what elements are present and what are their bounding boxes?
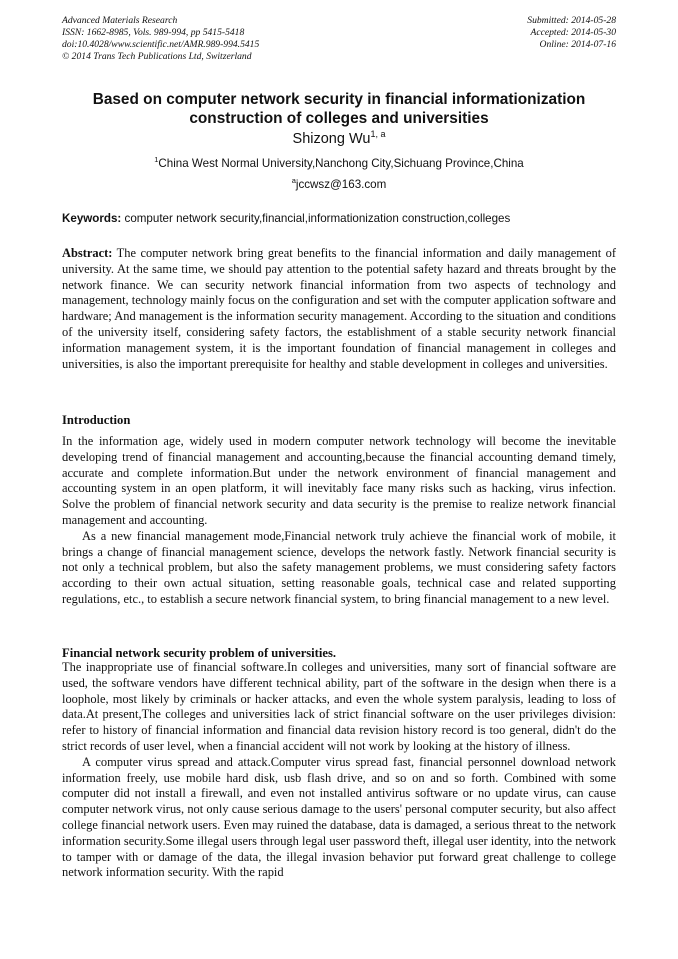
abstract bbox=[62, 246, 616, 372]
journal-name: Advanced Materials Research bbox=[62, 15, 178, 26]
online-date: Online: 2014-07-16 bbox=[539, 39, 616, 50]
email-text: jccwsz@163.com bbox=[295, 178, 387, 191]
author bbox=[62, 130, 616, 148]
keywords-label: Keywords: bbox=[62, 212, 122, 225]
author-name: Shizong Wu bbox=[292, 131, 371, 147]
introduction-heading: Introduction bbox=[62, 413, 131, 427]
submitted-date: Submitted: 2014-05-28 bbox=[527, 15, 616, 26]
problems-paragraph-2: A computer virus spread and attack.Computer virus spread fast, financial personnel download network information freely, use mobile hard disk, usb flash drive, and so on and so forth. Combined with some computer did not install a firewall, and even not installed antivirus software or no update virus, can cause computer network virus, not only cause serious damage to the users' personal computer security, but also affect college financial network users. Even may ruined the database, data is damaged, a serious threat to the network information security.Some illegal users through legal user password theft, illegal user identity, into the network to tamper with or damage of the data, the illegal invasion behavior put forward great challenge to college network information security. With the rapid bbox=[62, 754, 616, 880]
paper-title bbox=[62, 90, 616, 128]
keywords bbox=[62, 212, 616, 226]
title-line-1: Based on computer network security in financial informationization bbox=[92, 91, 586, 108]
affiliation-sup: 1 bbox=[154, 155, 159, 164]
keywords-text: computer network security,financial,informationization construction,colleges bbox=[124, 212, 511, 225]
accepted-date: Accepted: 2014-05-30 bbox=[530, 27, 616, 38]
doi-line: doi:10.4028/www.scientific.net/AMR.989-994.5415 bbox=[62, 39, 260, 50]
email-sup: a bbox=[291, 176, 296, 185]
introduction-paragraph-2: As a new financial management mode,Financial network truly achieve the financial work of mobile, it brings a change of financial management science, develops the network fastly. Network financial security is not only a technical problem, but also the safety management problems, we must considering safety factors according to their own actual situation, setting reasonable goals, technical case and related supporting regulations, etc., to establish a secure network financial system, to bring financial management to a new level. bbox=[62, 528, 616, 606]
affiliation bbox=[62, 157, 616, 171]
author-sup: 1, a bbox=[370, 129, 386, 139]
problems-heading: Financial network security problem of universities. bbox=[62, 646, 337, 660]
introduction-paragraph-1: In the information age, widely used in modern computer network technology will become the inevitable developing trend of financial management and accounting,because the financial accounting demand timely, accurate and complete information.But under the network environment of financial management and accounting system in an open platform, it will inevitably face many risks such as hacking, virus infection. Solve the problem of financial network security and data security is the premise to realize network financial management and accounting. bbox=[62, 434, 616, 527]
abstract-label: Abstract: bbox=[62, 246, 113, 260]
problems-body bbox=[62, 660, 616, 881]
email bbox=[62, 178, 616, 192]
journal-header bbox=[62, 15, 259, 63]
dates-header bbox=[527, 15, 616, 51]
title-line-2: construction of colleges and universities bbox=[189, 110, 489, 127]
introduction-body bbox=[62, 434, 616, 608]
issn-line: ISSN: 1662-8985, Vols. 989-994, pp 5415-5418 bbox=[62, 27, 245, 38]
copyright-line: © 2014 Trans Tech Publications Ltd, Switzerland bbox=[62, 51, 252, 62]
affiliation-text: China West Normal University,Nanchong City,Sichuang Province,China bbox=[158, 157, 524, 170]
problems-paragraph-1: The inappropriate use of financial software.In colleges and universities, many sort of financial software are used, the software vendors have different technical ability, part of the software in the design when there is a loophole, most likely by criminals or hacker attacks, and even the whole system paralysis, leading to loss of data.At present,The colleges and universities lack of strict financial software on the user privileges division: refer to history of financial information and financial data revision history record is too general, didn't do the strict records of user level, when a financial accident will not work by looking at the history of illness. bbox=[62, 660, 616, 753]
abstract-text: The computer network bring great benefits to the financial information and daily management of university. At the same time, we should pay attention to the potential safety hazard and threats brought by the network finance. We can security network financial information from two aspects of technology and management, technology mainly focus on the configuration and set with the computer application software and hardware; And management is the information security management. According to the situation and conditions of the university itself, considering safety factors, the establishment of a stable security network financial information management system, it is the important foundation of financial management in colleges and universities, is also the important prerequisite for healthy and stable development in colleges and universities. bbox=[62, 246, 616, 371]
